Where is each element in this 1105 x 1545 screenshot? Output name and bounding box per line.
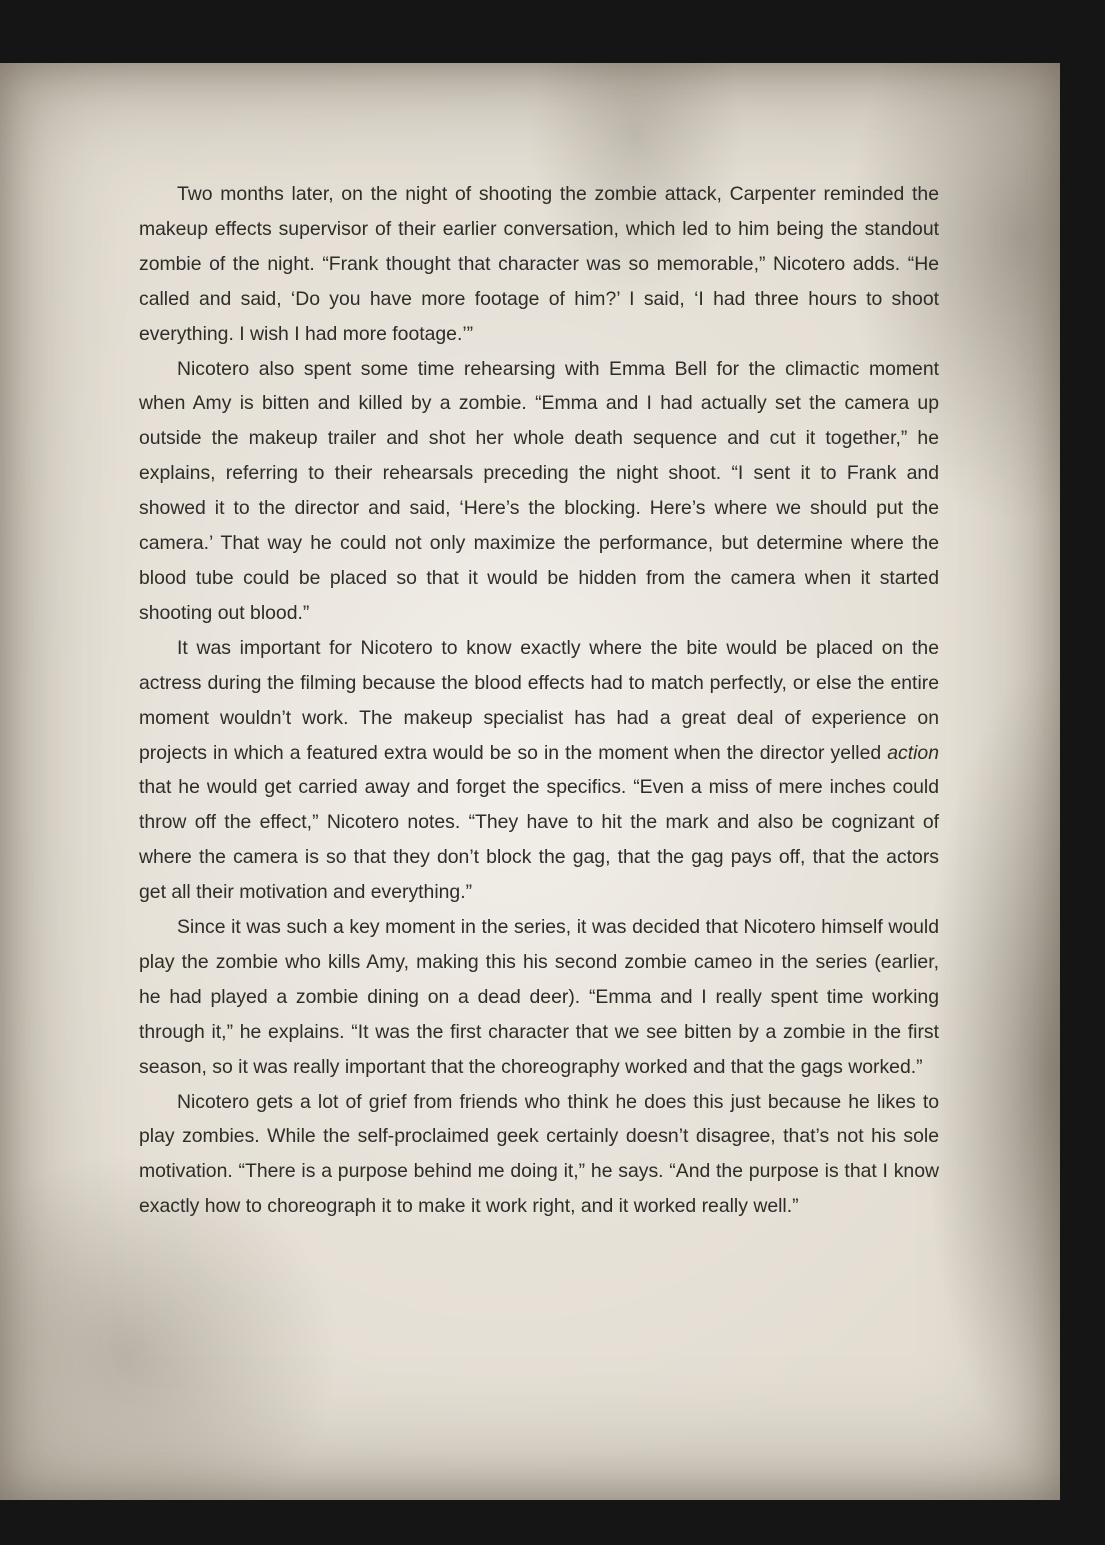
book-page [0,63,1060,1500]
paragraph-2: Nicotero also spent some time rehearsing with Emma Bell for the climactic moment when Amy is bitten and killed by a zombie. “Emma and I had actually set the camera up outside the makeup trailer and shot her whole death sequence and cut it together,” he explains, referring to their rehearsals preceding the night shoot. “I sent it to Frank and showed it to the director and said, ‘Here’s the blocking. Here’s where we should put the camera.’ That way he could not only maximize the performance, but determine where the blood tube could be placed so that it would be hidden from the camera when it started shooting out blood.” [139,357,939,624]
paragraph-5: Nicotero gets a lot of grief from friends who think he does this just because he likes to play zombies. While the self-proclaimed geek certainly doesn’t disagree, that’s not his sole motivation. “There is a purpose behind me doing it,” he says. “And the purpose is that I know exactly how to choreograph it to make it work right, and it worked really well.” [139,1090,939,1218]
article-body [139,177,939,1224]
paragraph-3-text-after: that he would get carried away and forget the specifics. “Even a miss of mere inches could throw off the effect,” Nicotero notes. “They have to hit the mark and also be cognizant of where the camera is so that they don’t block the gag, that the gag pays off, that the actors get all their motivation and everything.” [139,776,939,904]
paragraph-3 [139,631,939,910]
paragraph-3-text-before: It was important for Nicotero to know exactly where the bite would be placed on the actress during the filming because the blood effects had to match perfectly, or else the entire moment wouldn’t work. The makeup specialist has had a great deal of experience on projects in which a featured extra would be so in the moment when the director yelled [139,636,939,764]
emphasis-action: action [887,741,939,764]
paragraph-1: Two months later, on the night of shooting the zombie attack, Carpenter reminded the makeup effects supervisor of their earlier conversation, which led to him being the standout zombie of the night. “Frank thought that character was so memorable,” Nicotero adds. “He called and said, ‘Do you have more footage of him?’ I said, ‘I had three hours to shoot everything. I wish I had more footage.’” [139,183,939,345]
paragraph-4: Since it was such a key moment in the series, it was decided that Nicotero himself would play the zombie who kills Amy, making this his second zombie cameo in the series (earlier, he had played a zombie dining on a dead deer). “Emma and I really spent time working through it,” he explains. “It was the first character that we see bitten by a zombie in the first season, so it was really important that the choreography worked and that the gags worked.” [139,916,939,1078]
